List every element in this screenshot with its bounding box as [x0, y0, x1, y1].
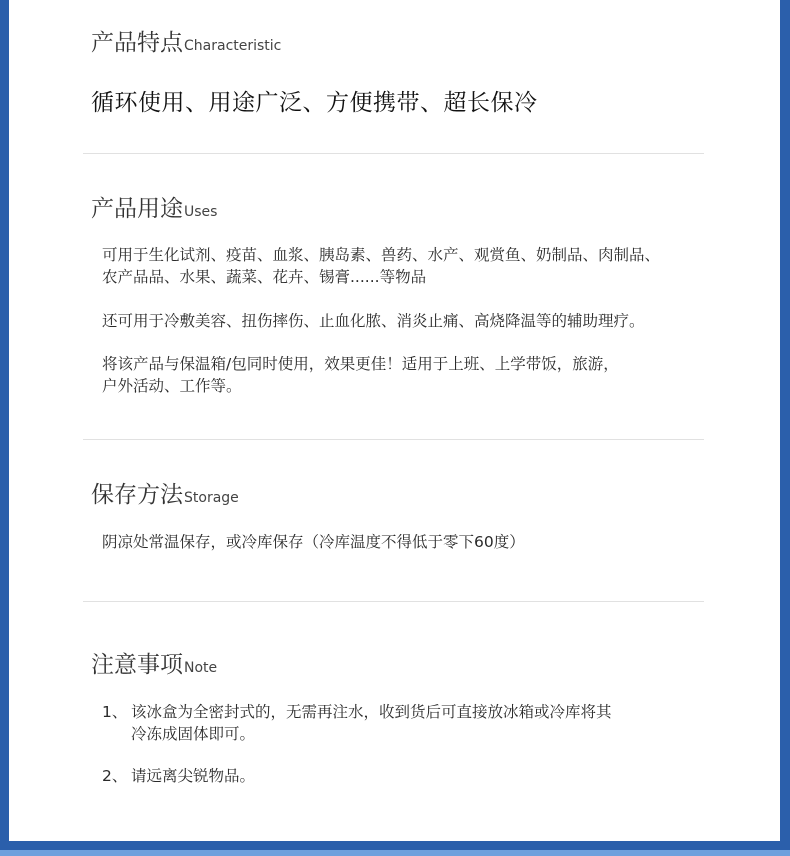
- storage-text: 阴凉处常温保存，或冷库保存（冷库温度不得低于零下60度）: [102, 533, 525, 551]
- section-uses: [91, 194, 751, 395]
- section-title: [91, 194, 751, 227]
- section-divider: [83, 439, 704, 440]
- section-divider: [83, 601, 704, 602]
- section-characteristic: [91, 28, 751, 118]
- section-title-cn: 注意事项: [91, 652, 183, 678]
- section-title-en: Note: [184, 660, 218, 676]
- section-title-en: Uses: [184, 204, 218, 220]
- section-divider: [83, 153, 704, 154]
- section-title-en: Characteristic: [184, 38, 282, 54]
- section-title: [91, 650, 751, 683]
- section-title-cn: 保存方法: [91, 482, 183, 508]
- note-item-number: 1、: [102, 703, 128, 721]
- section-storage: [91, 480, 751, 551]
- note-item-text: 该冰盒为全密封式的，无需再注水，收到货后可直接放冰箱或冷库将其 冷冻成固体即可。: [131, 703, 612, 743]
- note-item-text: 请远离尖锐物品。: [131, 767, 256, 785]
- section-title: [91, 480, 751, 513]
- section-note: [91, 650, 751, 785]
- uses-paragraph-2: 还可用于冷敷美容、扭伤摔伤、止血化脓、消炎止痛、高烧降温等的辅助理疗。: [102, 312, 645, 330]
- note-item-number: 2、: [102, 767, 128, 785]
- uses-paragraph-1: 可用于生化试剂、疫苗、血浆、胰岛素、兽药、水产、观赏鱼、奶制品、肉制品、 农产品品、水果、蔬菜、花卉、锡膏......等物品: [102, 246, 661, 286]
- uses-paragraph-3: 将该产品与保温箱/包同时使用，效果更佳！适用于上班、上学带饭，旅游， 户外活动、工作等。: [102, 355, 619, 395]
- section-title-en: Storage: [184, 490, 239, 506]
- characteristic-headline: 循环使用、用途广泛、方便携带、超长保冷: [91, 90, 538, 116]
- section-title-cn: 产品用途: [91, 196, 183, 222]
- section-title-cn: 产品特点: [91, 30, 183, 56]
- bottom-accent-strip: [0, 850, 790, 856]
- section-title: [91, 28, 751, 61]
